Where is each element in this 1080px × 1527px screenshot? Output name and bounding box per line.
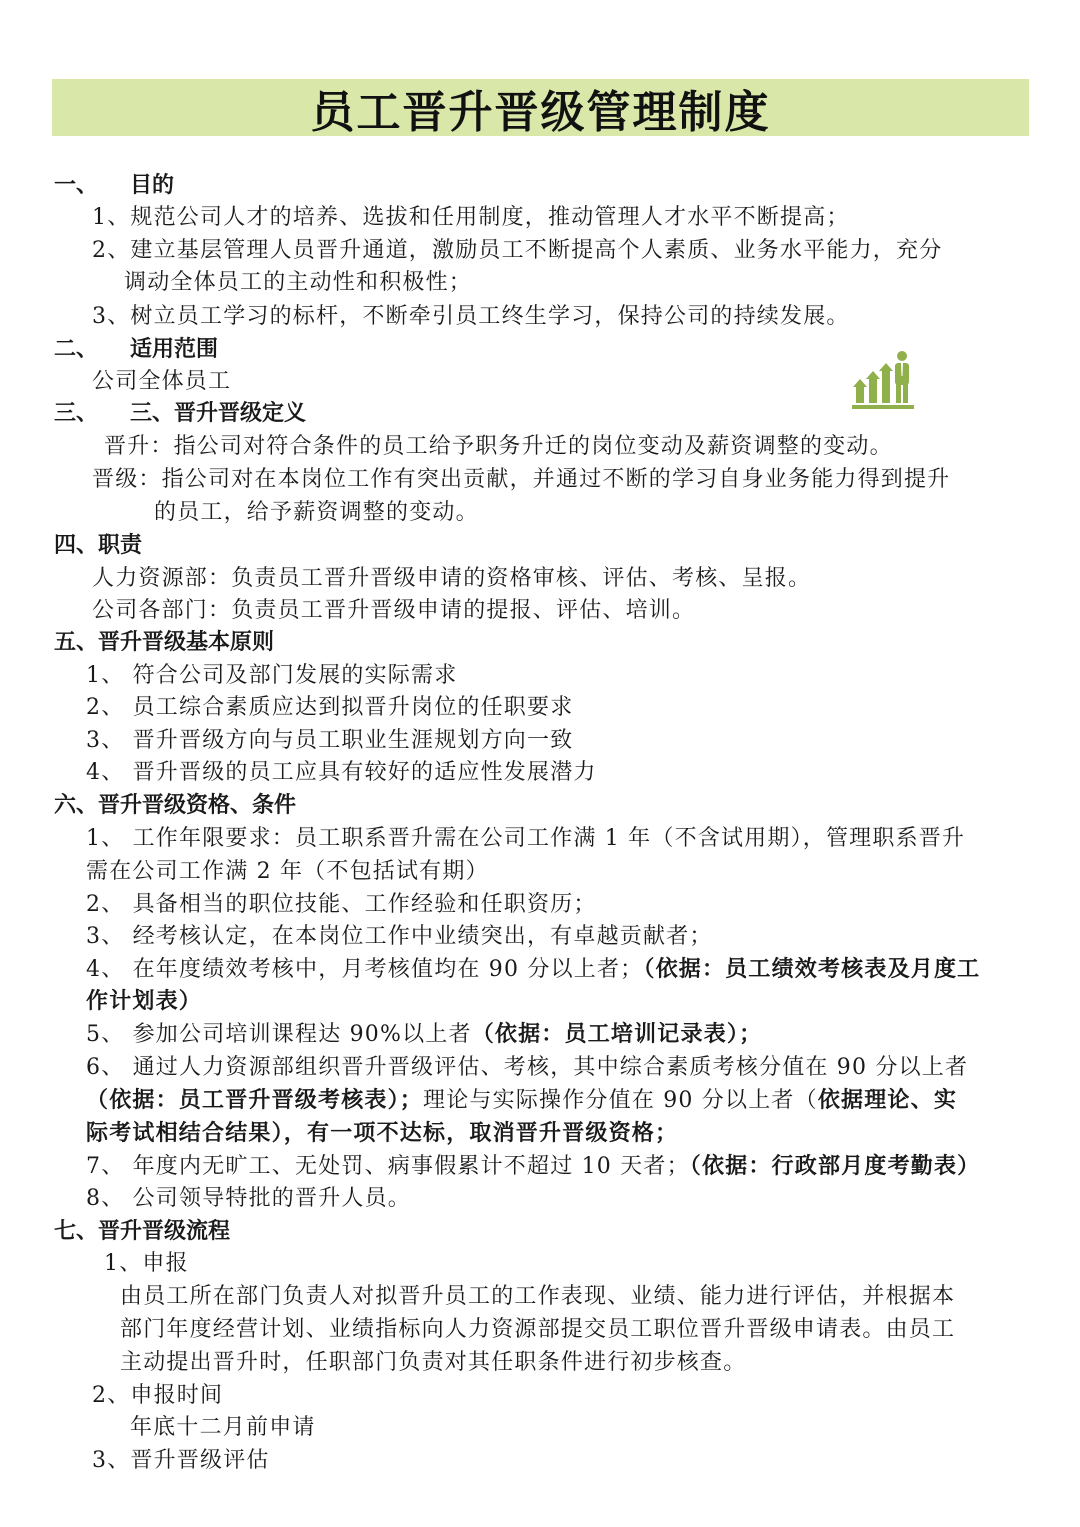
process-step-1-text-2: 部门年度经营计划、业绩指标向人力资源部提交员工职位晋升晋级申请表。由员工	[120, 1317, 956, 1342]
qualification-item-1-cont: 需在公司工作满 2 年（不包括试有期）	[86, 859, 489, 884]
qualification-item-6-theory: 理论与实际操作分值在 90 分以上者（	[423, 1088, 818, 1113]
duty-hr: 人力资源部：负责员工晋升晋级申请的资格审核、评估、考核、呈报。	[92, 566, 812, 591]
qualification-item-6-basis: （依据：员工晋升晋级考核表）；	[86, 1088, 424, 1113]
qualification-item-3: 3、 经考核认定，在本岗位工作中业绩突出，有卓越贡献者；	[86, 924, 713, 949]
section-2-heading	[54, 334, 218, 366]
qualification-item-4-cont: 作计划表）	[86, 989, 203, 1014]
qualification-item-7	[86, 1151, 980, 1183]
scope-text: 公司全体员工	[92, 369, 232, 394]
section-1-heading	[54, 170, 174, 202]
grade-definition-cont: 的员工，给予薪资调整的变动。	[154, 500, 479, 525]
qualification-item-4-basis: （依据：员工绩效考核表及月度工	[643, 957, 981, 982]
qualification-item-6-cont	[86, 1085, 957, 1117]
grade-definition: 晋级：指公司对在本岗位工作有突出贡献，并通过不断的学习自身业务能力得到提升	[92, 467, 951, 492]
section-5-heading: 五、晋升晋级基本原则	[54, 630, 275, 655]
section-1-title: 目的	[130, 173, 175, 198]
page-title: 员工晋升晋级管理制度	[310, 86, 771, 138]
qualification-item-7-text: 7、 年度内无旷工、无处罚、病事假累计不超过 10 天者；	[86, 1154, 690, 1179]
section-3-heading	[54, 398, 306, 430]
principle-item-3: 3、 晋升晋级方向与员工职业生涯规划方向一致	[86, 728, 574, 753]
career-growth-icon	[850, 348, 916, 414]
section-1-number: 一、	[54, 173, 99, 198]
qualification-item-5-text: 5、 参加公司培训课程达 90%以上者	[86, 1022, 472, 1047]
purpose-item-2-cont: 调动全体员工的主动性和积极性；	[124, 270, 473, 295]
qualification-item-4	[86, 954, 980, 986]
section-4-heading: 四、职责	[54, 533, 143, 558]
duty-departments: 公司各部门：负责员工晋升晋级申请的提报、评估、培训。	[92, 598, 696, 623]
section-3-number: 三、	[54, 401, 99, 426]
process-step-1-title: 1、申报	[104, 1251, 189, 1276]
qualification-item-5	[86, 1019, 762, 1051]
promotion-definition: 晋升：指公司对符合条件的员工给予职务升迁的岗位变动及薪资调整的变动。	[104, 434, 893, 459]
section-7-heading: 七、晋升晋级流程	[54, 1219, 231, 1244]
section-3-title: 三、晋升晋级定义	[130, 401, 307, 426]
qualification-item-6-basis-2: 依据理论、实	[817, 1088, 958, 1113]
qualification-item-2: 2、 具备相当的职位技能、工作经验和任职资历；	[86, 892, 597, 917]
principle-item-2: 2、 员工综合素质应达到拟晋升岗位的任职要求	[86, 695, 574, 720]
principle-item-1: 1、 符合公司及部门发展的实际需求	[86, 663, 458, 688]
process-step-1-text-3: 主动提出晋升时，任职部门负责对其任职条件进行初步核查。	[120, 1350, 747, 1375]
title-banner	[52, 79, 1029, 136]
purpose-item-2: 2、建立基层管理人员晋升通道，激励员工不断提高个人素质、业务水平能力，充分	[92, 238, 943, 263]
qualification-item-1: 1、 工作年限要求：员工职系晋升需在公司工作满 1 年（不含试用期），管理职系晋升	[86, 826, 966, 851]
qualification-item-8: 8、 公司领导特批的晋升人员。	[86, 1186, 411, 1211]
process-step-2-text: 年底十二月前申请	[130, 1415, 316, 1440]
process-step-2-title: 2、申报时间	[92, 1383, 224, 1408]
process-step-3-title: 3、晋升晋级评估	[92, 1448, 270, 1473]
qualification-item-5-basis: （依据：员工培训记录表）；	[471, 1022, 763, 1047]
purpose-item-3: 3、树立员工学习的标杆，不断牵引员工终生学习，保持公司的持续发展。	[92, 304, 850, 329]
process-step-1-text: 由员工所在部门负责人对拟晋升员工的工作表现、业绩、能力进行评估，并根据本	[120, 1284, 956, 1309]
section-2-title: 适用范围	[130, 337, 219, 362]
qualification-item-7-basis: （依据：行政部月度考勤表）	[689, 1154, 981, 1179]
principle-item-4: 4、 晋升晋级的员工应具有较好的适应性发展潜力	[86, 760, 597, 785]
qualification-item-6-cont-2: 际考试相结合结果），有一项不达标，取消晋升晋级资格；	[86, 1121, 679, 1146]
qualification-item-4-text: 4、 在年度绩效考核中，月考核值均在 90 分以上者；	[86, 957, 644, 982]
section-6-heading: 六、晋升晋级资格、条件	[54, 793, 297, 818]
section-2-number: 二、	[54, 337, 99, 362]
purpose-item-1: 1、规范公司人才的培养、选拔和任用制度，推动管理人才水平不断提高；	[92, 205, 850, 230]
qualification-item-6: 6、 通过人力资源部组织晋升晋级评估、考核，其中综合素质考核分值在 90 分以上者	[86, 1055, 969, 1080]
